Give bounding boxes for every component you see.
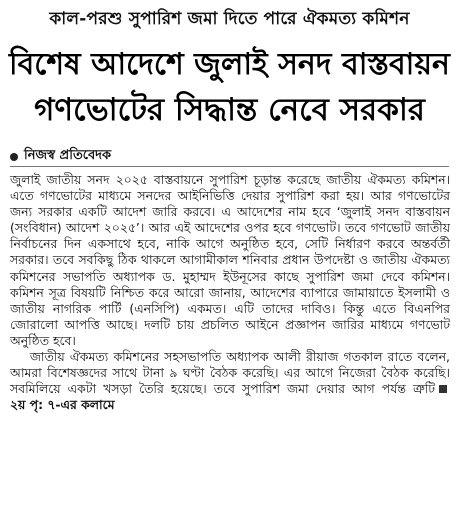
headline-line-2: গণভোটের সিদ্ধান্ত নেবে সরকার [34,92,425,128]
paragraph-2-text: জাতীয় ঐকমত্য কমিশনের সহসভাপতি অধ্যাপক আলী রীয়াজ গতকাল রাতে বলেন, আমরা বিশেষজ্ঞদের সাথে টানা ৯ ঘণ্টা বৈঠক করেছি। এর আগে নিজেরা বৈঠক করেছি। সবমিলিয়ে একটা খসড়া তৈরি হয়েছে। তবে সুপারিশ জমা দেয়ার আগ পর্যন্ত ত্রুটি [10,349,450,397]
article-body [10,172,450,413]
article-kicker: কাল-পরশু সুপারিশ জমা দিতে পারে ঐকমত্য কমিশন [49,9,410,29]
byline-divider [10,166,449,167]
square-icon [439,385,447,393]
headline-line-1: বিশেষ আদেশে জুলাই সনদ বাস্তবায়ন [9,47,450,82]
continuation-text: ২য় পৃ: ৭-এর কলামে [10,397,115,413]
byline-text: নিজস্ব প্রতিবেদক [24,148,112,163]
byline [10,146,111,167]
bullet-icon [10,153,18,161]
paragraph-2 [10,349,450,413]
paragraph-1: জুলাই জাতীয় সনদ ২০২৫ বাস্তবায়নে সুপারিশ চূড়ান্ত করেছে জাতীয় ঐকমত্য কমিশন। এতে গণভোটের মাধ্যমে সনদের আইনিভিত্তি দেয়ার সুপারিশ করা হয়। আর গণভোটের জন্য সরকার একটি আদেশ জারি করবে। এ আদেশের নাম হবে ‘জুলাই সনদ বাস্তবায়ন (সংবিধান) আদেশ ২০২৫’। আর এই আদেশের ওপর হবে গণভোট। তবে গণভোট জাতীয় নির্বাচনের দিন একসাথে হবে, নাকি আগে অনুষ্ঠিত হবে, সেটি নির্ধারণ করবে অন্তর্বর্তী সরকার। তবে সবকিছু ঠিক থাকলে আগামীকাল শনিবার প্রধান উপদেষ্টা ও জাতীয় ঐকমত্য কমিশনের সভাপতি অধ্যাপক ড. মুহাম্মদ ইউনূসের কাছে সুপারিশ জমা দেবে কমিশন। কমিশন সূত্র বিষয়টি নিশ্চিত করে আরো জানায়, আদেশের ব্যাপারে জামায়াতে ইসলামী ও জাতীয় নাগরিক পার্টি (এনসিপি) একমত। এটি তাদের দাবিও। কিন্তু এতে বিএনপির জোরালো আপত্তি আছে। দলটি চায় প্রচলিত আইনে প্রজ্ঞাপন জারির মাধ্যমে গণভোট অনুষ্ঠিত হবে। [10,172,450,348]
